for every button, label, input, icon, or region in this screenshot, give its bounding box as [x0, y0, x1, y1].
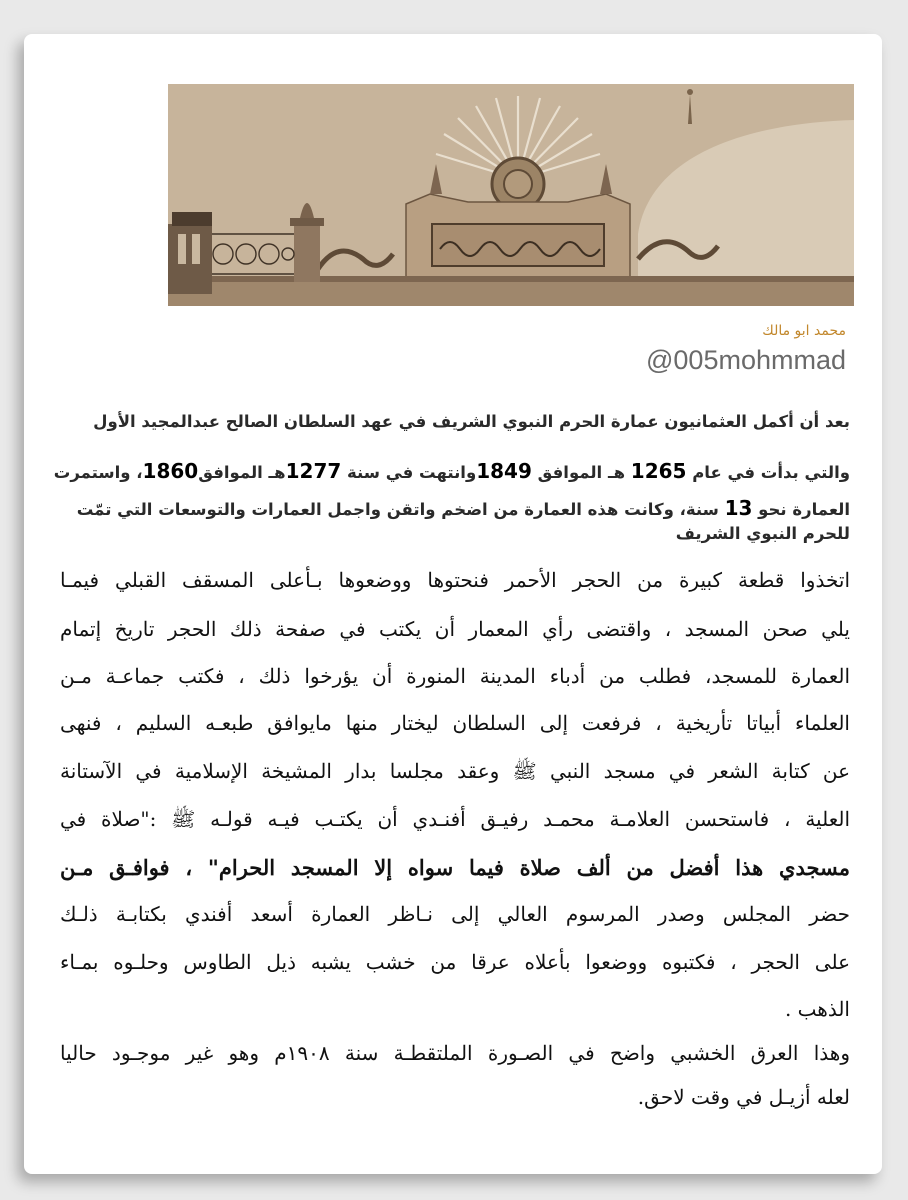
intro-line-2: [53, 459, 850, 483]
author-watermark: محمد ابو مالك: [762, 323, 846, 339]
body-line-8: حضر المجلس وصدر المرسوم العالي إلى نـاظر العمارة أسعد أفندي بكتابـة ذلـك: [60, 902, 851, 926]
body-line-1: اتخذوا قطعة كبيرة من الحجر الأحمر فنحتوها ووضعوها بـأعلى المسقف القبلي فيمـا: [60, 568, 850, 592]
body-line-7-quote: مسجدي هذا أفضل من ألف صلاة فيما سواه إلا المسجد الحرام" ، فوافـق مـن: [60, 855, 850, 880]
body-line-11: وهذا العرق الخشبي واضح في الصـورة الملتقطـة سنة ١٩٠٨م وهو غير موجـود حاليا: [60, 1041, 850, 1065]
intro-line-4: للحرم النبوي الشريف: [675, 524, 850, 543]
intro-text: وانتهت في سنة: [347, 463, 477, 482]
year-number: 1265: [630, 459, 687, 483]
duration-number: 13: [724, 496, 753, 520]
body-line-10: الذهب .: [784, 997, 850, 1021]
intro-text: العمارة نحو: [752, 500, 850, 519]
intro-text: هـ الموافق: [198, 463, 286, 482]
body-line-2: يلي صحن المسجد ، واقتضى رأي المعمار أن يكتب في صفحة ذلك الحجر تاريخ إتمام: [60, 617, 850, 641]
body-line-6: العلية ، فاستحسن العلامـة محمـد رفيـق أفنـدي أن يكتـب فيـه قولـه ﷺ :"صلاة في: [60, 807, 850, 831]
sepia-photo-illustration: [168, 84, 854, 306]
year-number: 1849: [476, 459, 532, 483]
body-line-3: العمارة للمسجد، فطلب من أدباء المدينة المنورة أن يؤرخوا ذلك ، فكتب جماعـة مـن: [60, 664, 850, 688]
intro-line-3: [60, 496, 850, 520]
intro-line-1: بعد أن أكمل العثمانيون عمارة الحرم النبوي الشريف في عهد السلطان الصالح عبدالمجيد الأول: [93, 412, 850, 431]
intro-text: سنة، وكانت هذه العمارة من اضخم واتقن واجمل العمارات والتوسعات التي تمّت: [76, 500, 725, 519]
body-line-12: لعله أزيـل في وقت لاحق.: [637, 1085, 850, 1109]
body-line-9: على الحجر ، فكتبوه ووضعوا بأعلاه عرقا من خشب يشبه ذيل الطاوس وحلـوه بمـاء: [60, 950, 850, 974]
intro-text: ، واستمرت: [53, 463, 143, 482]
year-number: 1860: [142, 459, 199, 483]
year-number: 1277: [285, 459, 342, 483]
intro-text: هـ الموافق: [531, 463, 631, 482]
historical-photo: [168, 84, 854, 306]
body-line-4: العلماء أبياتا تأريخية ، فرفعت إلى السلطان ليختار منها مايوافق طبعـه السليم ، فنهى: [60, 711, 850, 735]
intro-text: والتي بدأت في عام: [686, 463, 850, 482]
author-handle: @005mohmmad: [646, 345, 846, 375]
body-line-5: عن كتابة الشعر في مسجد النبي ﷺ وعقد مجلسا بدار المشيخة الإسلامية في الآستانة: [60, 759, 850, 783]
